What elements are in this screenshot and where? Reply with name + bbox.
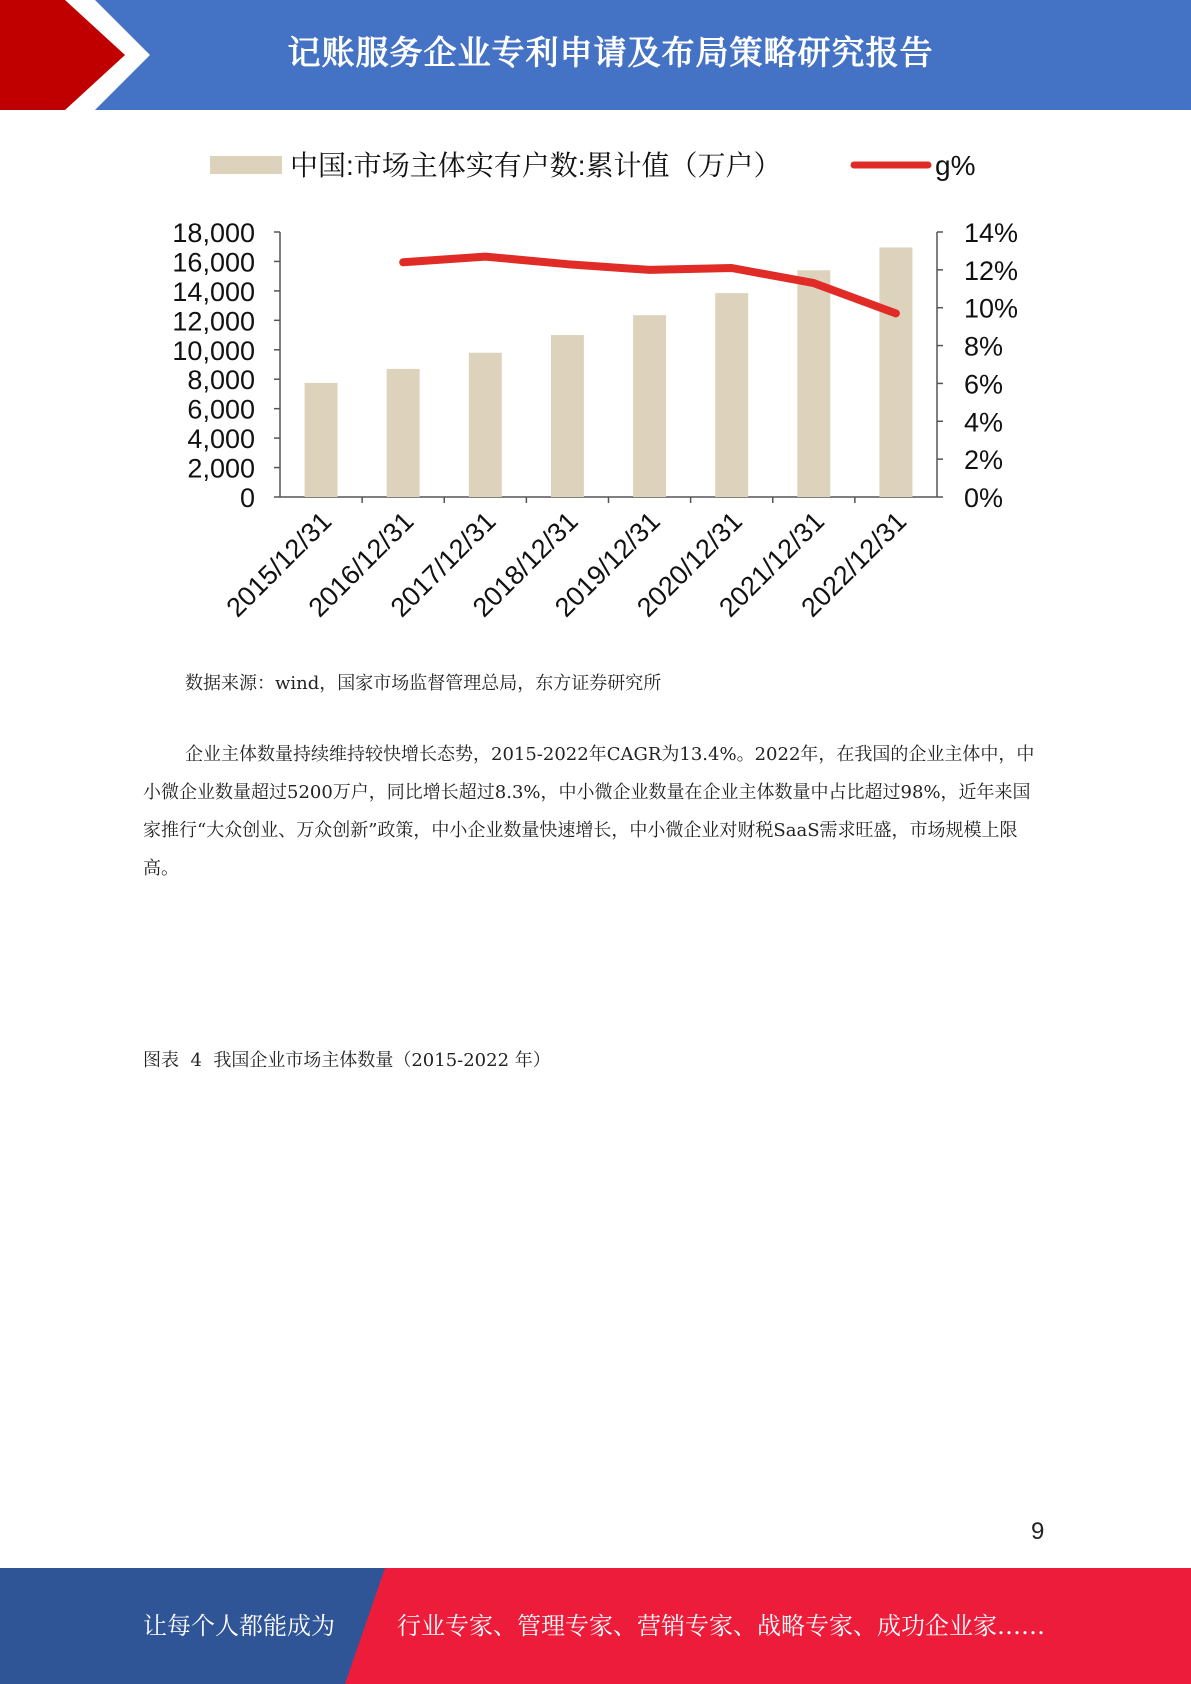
left-axis-tick-label: 14,000: [172, 276, 255, 307]
right-axis-tick-label: 2%: [964, 445, 1004, 476]
left-axis-tick-label: 12,000: [172, 306, 255, 337]
legend-bar-label: 中国:市场主体实有户数:累计值（万户）: [290, 150, 782, 181]
bar: [469, 353, 502, 497]
chart: [140, 140, 1040, 660]
footer-slogan-left: 让每个人都能成为: [143, 1612, 335, 1640]
header-title: 记账服务企业专利申请及布局策略研究报告: [287, 33, 934, 72]
right-axis-tick-label: 10%: [964, 293, 1019, 324]
left-axis-tick-label: 18,000: [172, 218, 255, 248]
footer-slogan-right: 行业专家、管理专家、营销专家、战略专家、成功企业家……: [397, 1612, 1045, 1640]
page-header: [0, 0, 1191, 110]
x-axis-tick-label: 2019/12/31: [549, 506, 666, 623]
right-axis-tick-label: 0%: [964, 483, 1004, 513]
bar: [715, 293, 748, 497]
bar: [551, 335, 584, 497]
legend-line-label: g%: [935, 150, 976, 181]
x-axis-tick-label: 2016/12/31: [302, 506, 420, 623]
bar: [797, 270, 830, 497]
left-axis-tick-label: 2,000: [187, 453, 255, 484]
legend-bar-swatch: [210, 156, 282, 174]
right-axis-tick-label: 8%: [964, 331, 1004, 362]
chart-plot-area: [172, 218, 1018, 623]
right-axis-tick-label: 14%: [964, 218, 1019, 248]
x-axis-tick-label: 2015/12/31: [220, 506, 338, 623]
right-axis-tick-label: 6%: [964, 369, 1004, 400]
body-paragraph: 企业主体数量持续维持较快增长态势，2015-2022年CAGR为13.4%。2022年，在我国的企业主体中，中小微企业数量超过5200万户，同比增长超过8.3%，中小微企业数量在企业主体数量中占比超过98%，近年来国家推行“大众创业、万众创新”政策，中小企业数量快速增长，中小微企业对财税SaaS需求旺盛，市场规模上限高。: [143, 744, 1035, 879]
page-number: 9: [1031, 1518, 1045, 1545]
left-axis-tick-label: 4,000: [187, 424, 255, 455]
page-footer: [0, 1568, 1191, 1684]
bar: [305, 383, 338, 497]
chart-legend: [210, 150, 975, 181]
left-axis-tick-label: 10,000: [172, 335, 255, 366]
left-axis-tick-label: 8,000: [187, 365, 255, 396]
bar: [879, 247, 912, 497]
right-axis-tick-label: 12%: [964, 255, 1019, 286]
bar: [633, 315, 666, 497]
left-axis-tick-label: 0: [239, 483, 255, 513]
x-axis-tick-label: 2017/12/31: [384, 506, 502, 623]
figure-caption: 图表 4 我国企业市场主体数量（2015-2022 年）: [143, 1050, 551, 1071]
x-axis-tick-label: 2020/12/31: [631, 506, 748, 623]
x-axis-tick-label: 2021/12/31: [713, 506, 831, 623]
left-axis-tick-label: 6,000: [187, 394, 255, 425]
right-axis-tick-label: 4%: [964, 407, 1004, 438]
left-axis-tick-label: 16,000: [172, 247, 255, 278]
x-axis-tick-label: 2022/12/31: [795, 506, 913, 623]
bar: [387, 369, 420, 497]
x-axis-tick-label: 2018/12/31: [466, 506, 584, 623]
data-source-note: 数据来源：wind，国家市场监督管理总局，东方证券研究所: [185, 673, 662, 694]
